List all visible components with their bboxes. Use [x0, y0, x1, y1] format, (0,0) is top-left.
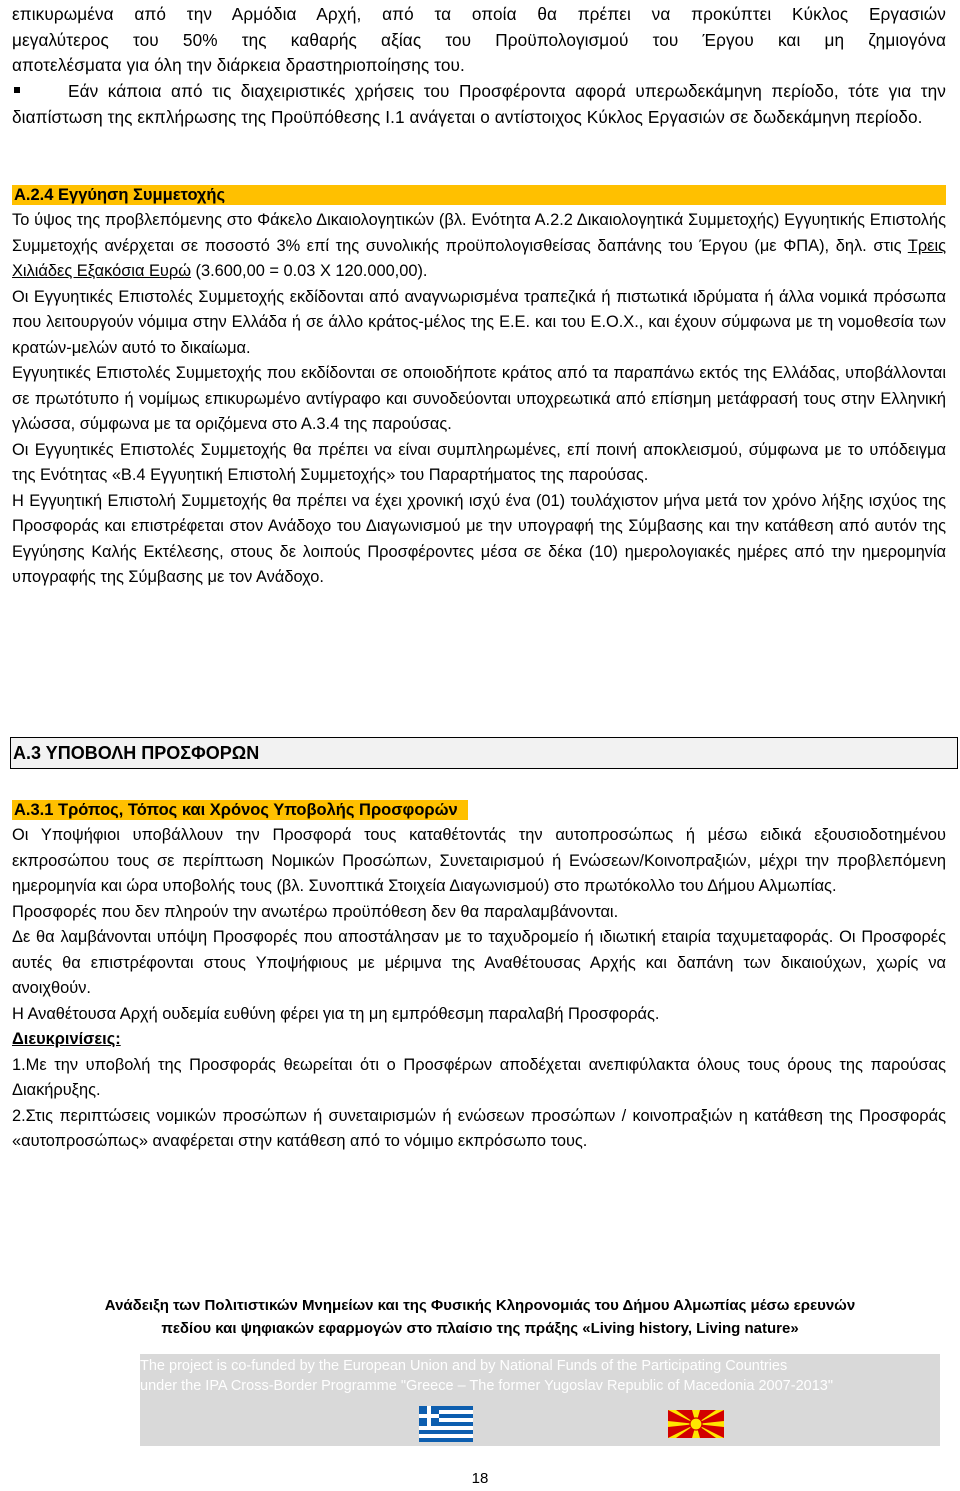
project-footer: [0, 1294, 960, 1340]
footer-line-2: πεδίου και ψηφιακών εφαρμογών στο πλαίσιο της πράξης «Living history, Living nature»: [161, 1320, 799, 1337]
a31-paragraph-4: Η Αναθέτουσα Αρχή ουδεμία ευθύνη φέρει για τη μη εμπρόθεσμη παραλαβή Προσφοράς.: [12, 1004, 660, 1023]
section-heading-a31: Α.3.1 Τρόπος, Τόπος και Χρόνος Υποβολής Προσφορών: [12, 800, 468, 820]
a24-paragraph-2: Οι Εγγυητικές Επιστολές Συμμετοχής εκδίδονται από αναγνωρισμένα τραπεζικά ή πιστωτικά ιδρύματα ή άλλα νομικά πρόσωπα που λειτουργούν νόμιμα στην Ελλάδα ή σε άλλο κράτος-μέλος της Ε.Ε. και του Ε.Ο.Χ., και έχουν σύμφωνα με τη νομοθεσία των κρατών-μελών αυτό το δικαίωμα.: [12, 287, 946, 357]
page-number: 18: [471, 1470, 489, 1487]
square-bullet-icon: [14, 87, 20, 93]
clarifications-title: Διευκρινίσεις:: [12, 1030, 121, 1048]
section-a31: [12, 800, 946, 1155]
intro-line-3: αποτελέσματα για όλη την διάρκεια δραστηριοποίησης του.: [12, 55, 465, 75]
macedonian-flag-icon: [668, 1406, 724, 1442]
a24-paragraph-3: Εγγυητικές Επιστολές Συμμετοχής που εκδίδονται σε οποιοδήποτε κράτος από τα παραπάνω εκτός της Ελλάδας, υποβάλλονται σε πρωτότυπο ή νομίμως επικυρωμένο αντίγραφο και συνοδεύονται υποχρεωτικά από επίσημη μετάφρασή τους στην Ελληνική γλώσσα, σύμφωνα με τα οριζόμενα στο Α.3.4 της παρούσας.: [12, 364, 946, 433]
amount-in-words: Τρεις Χιλιάδες Εξακόσια Ευρώ: [12, 236, 946, 280]
intro-line-2: μεγαλύτερος του 50% της καθαρής αξίας του Προϋπολογισμού του Έργου και μη ζημιογόνα: [12, 29, 946, 50]
section-heading-a24: Α.2.4 Εγγύηση Συμμετοχής: [12, 185, 946, 205]
banner-line-2: under the IPA Cross-Border Programme "Greece – The former Yugoslav Republic of Macedonia 2007-2013": [140, 1378, 833, 1394]
intro-line-1: επικυρωμένα από την Αρμόδια Αρχή, από τα οποία θα πρέπει να προκύπτει Κύκλος Εργασιών: [12, 4, 946, 24]
greek-flag-icon: [418, 1406, 474, 1442]
a31-paragraph-3: Δε θα λαμβάνονται υπόψη Προσφορές που αποστάλησαν με το ταχυδρομείο ή ιδιωτική εταιρία ταχυμεταφοράς. Οι Προσφορές αυτές θα επιστρέφονται στους Υποψήφιους με μέριμνα της Αναθέτουσας Αρχής και δαπάνη των δικαιούχων, χωρίς να ανοιχθούν.: [12, 928, 946, 997]
a31-paragraph-1: Οι Υποψήφιοι υποβάλλουν την Προσφορά τους καταθέτοντάς την αυτοπροσώπως ή μέσω ειδικά εξουσιοδοτημένου εκπροσώπου τους σε περίπτωση Νομικών Προσώπων, Συνεταιρισμού ή Ενώσεων/Κοινοπραξιών, μέχρι την προβλεπόμενη ημερομηνία και ώρα υποβολής τους (βλ. Συνοπτικά Στοιχεία Διαγωνισμού) στο πρωτόκολλο του Δήμου Αλμωπίας.: [12, 826, 946, 895]
clarification-1: 1.Με την υποβολή της Προσφοράς θεωρείται ότι ο Προσφέρων αποδέχεται ανεπιφύλακτα όλους τους όρους της παρούσας Διακήρυξης.: [12, 1055, 946, 1099]
ipa-programme-banner: [140, 1354, 940, 1446]
bullet-item: [12, 79, 946, 130]
banner-line-1: The project is co-funded by the European Union and by National Funds of the Participating Countries: [140, 1358, 788, 1374]
a24-paragraph-5: Η Εγγυητική Επιστολή Συμμετοχής θα πρέπει να έχει χρονική ισχύ ένα (01) τουλάχιστον μήνα μετά τον χρόνο λήξης ισχύος της Προσφοράς και επιστρέφεται στον Ανάδοχο του Διαγωνισμού με την υπογραφή της Σύμβασης και την κατάθεση από αυτόν της Εγγύησης Καλής Εκτέλεσης, στους δε λοιπούς Προσφέροντες μέσα σε δέκα (10) ημερολογιακές ημέρες από την ημερομηνία υπογραφής της Σύμβασης με τον Ανάδοχο.: [12, 491, 946, 586]
bullet-text: Εάν κάποια από τις διαχειριστικές χρήσεις του Προσφέροντα αφορά υπερωδεκάμηνη περίοδο, τότε για την διαπίστωση της εκπλήρωσης της Προϋπόθεσης Ι.1 ανάγεται ο αντίστοιχος Κύκλος Εργασιών σε δωδεκάμηνη περίοδο.: [12, 81, 946, 127]
section-a24: [12, 185, 946, 591]
a31-paragraph-2: Προσφορές που δεν πληρούν την ανωτέρω προϋπόθεση δεν θα παραλαμβάνονται.: [12, 902, 619, 921]
a24-paragraph-1: Το ύψος της προβλεπόμενης στο Φάκελο Δικαιολογητικών (βλ. Ενότητα Α.2.2 Δικαιολογητικά Συμμετοχής) Εγγυητικής Επιστολής Συμμετοχής ανέρχεται σε ποσοστό 3% επί της συνολικής προϋπολογισθείσας δαπάνης του Έργου (με ΦΠΑ), δηλ. στις Τρεις Χιλιάδες Εξακόσια Ευρώ (3.600,00 = 0.03 Χ 120.000,00).: [12, 211, 946, 280]
section-heading-a3: Α.3 ΥΠΟΒΟΛΗ ΠΡΟΣΦΟΡΩΝ: [10, 737, 958, 769]
footer-line-1: Ανάδειξη των Πολιτιστικών Μνημείων και της Φυσικής Κληρονομιάς του Δήμου Αλμωπίας μέσω ερευνών: [104, 1297, 856, 1314]
intro-paragraph: [12, 2, 946, 79]
a24-paragraph-4: Οι Εγγυητικές Επιστολές Συμμετοχής θα πρέπει να είναι συμπληρωμένες, επί ποινή αποκλεισμού, σύμφωνα με το υπόδειγμα της Ενότητας «Β.4 Εγγυητική Επιστολή Συμμετοχής» του Παραρτήματος της παρούσας.: [12, 440, 946, 484]
clarification-2: 2.Στις περιπτώσεις νομικών προσώπων ή συνεταιρισμών ή ενώσεων προσώπων / κοινοπραξιών η κατάθεση της Προσφοράς «αυτοπροσώπως» αναφέρεται στην κατάθεση από το νόμιμο εκπρόσωπο τους.: [12, 1106, 946, 1150]
